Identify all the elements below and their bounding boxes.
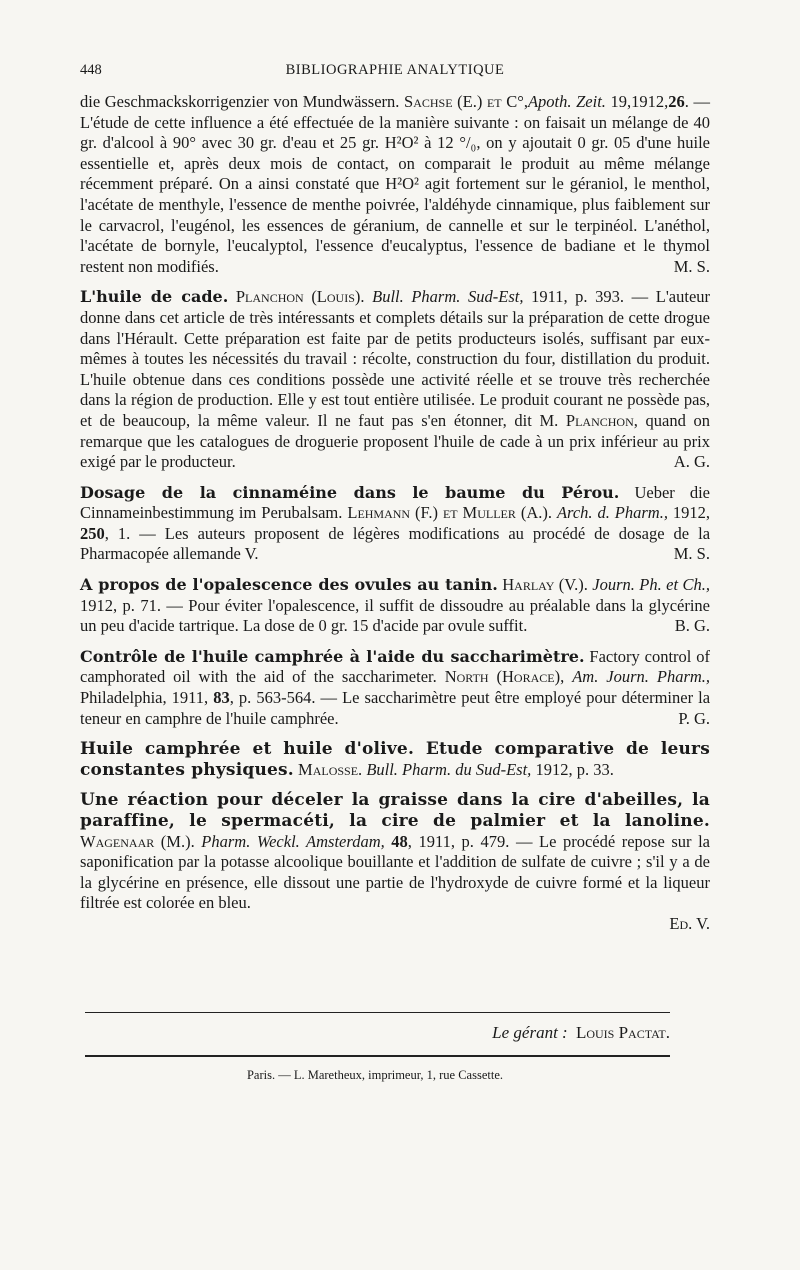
entry-subtitle: Factory control of camphorated oil with the aid of the saccharimeter.: [80, 646, 710, 687]
entry-ref: 1912,: [672, 503, 711, 523]
entry-huile-olive: [80, 739, 710, 780]
entry-signature-line: [80, 914, 710, 935]
entry-signature: M. S.: [673, 256, 710, 276]
entry-cinnameine: [80, 483, 710, 565]
divider-rule: [85, 1012, 670, 1013]
entry-title: Une réaction pour déceler la graisse dans la cire d'abeilles, la paraffine, le spermacéti, la cire de palmier et la lanoline.: [80, 790, 710, 831]
entry-ref: 19,1912,: [610, 92, 669, 111]
entry-author-mention: Planchon,: [565, 410, 638, 430]
entry-cire-abeilles: [80, 790, 710, 914]
entry-journal: Bull. Pharm. du Sud-Est,: [366, 759, 532, 779]
gerant-name: Louis Pactat.: [575, 1023, 670, 1042]
entry-ref-end: , p. 563-564.: [229, 688, 316, 708]
entry-text: die Geschmackskorrigenzier von Mundwässern.: [80, 92, 400, 111]
entry-signature: B. G.: [674, 616, 710, 636]
printer-imprint: Paris. — L. Maretheux, imprimeur, 1, rue Cassette.: [246, 1068, 504, 1082]
entry-title: A propos de l'opalescence des ovules au tanin.: [80, 575, 498, 595]
entry-signature: P. G.: [678, 708, 710, 728]
entry-journal: Arch. d. Pharm.,: [556, 503, 668, 523]
entry-signature: Ed. V.: [669, 913, 710, 933]
entry-volume: 83: [213, 688, 230, 708]
entry-journal: Pharm. Weckl. Amsterdam,: [201, 831, 385, 851]
body-text: [80, 92, 710, 935]
entry-ref: Philadelphia, 1911,: [80, 688, 209, 708]
running-title: BIBLIOGRAPHIE ANALYTIQUE: [285, 62, 505, 78]
entry-body: — L'auteur donne dans cet article de très intéressants et complets détails sur la préparation de cette drogue dans l'Hérault. Cette préparation est faite par de petits producteurs isolés, suffisant par eux-mêmes à toutes les nécessités du travail : récolte, construction du four, distillation du produit. L'huile obtenue dans ces conditions possède une activité réelle et se trouve très recherchée dans la région de production. Elle y est tout entière utilisée. Le produit courant ne possède pas, et de beaucoup, la même valeur. Il ne faut pas s'en étonner, dit M.: [80, 287, 711, 430]
entry-journal: Bull. Pharm. Sud-Est,: [372, 287, 524, 307]
entry-huile-de-cade: [80, 287, 710, 472]
entry-volume: 48: [391, 831, 408, 851]
entry-author: Malosse.: [298, 759, 363, 779]
entry-subtitle: Ueber die Cinnameinbestimmung im Perubalsam.: [80, 482, 710, 523]
entry-title: Dosage de la cinnaméine dans le baume du Pérou.: [80, 482, 620, 502]
entry-author: Lehmann (F.) et Muller (A.).: [347, 503, 552, 523]
entry-body: — Les auteurs proposent de légères modifications au procédé de dosage de la Pharmacopée allemande V.: [80, 523, 711, 564]
entry-signature: M. S.: [673, 544, 710, 564]
entry-journal: Journ. Ph. et Ch.,: [592, 575, 710, 595]
entry-body: — Le procédé repose sur la saponification par la potasse alcoolique bouillante et l'addition de sulfate de cuivre ; s'il y a de la glycérine en présence, elle dissout une partie de l'hydroxyde de cuivre formé et la liqueur filtrée est colorée en bleu.: [80, 831, 710, 913]
entry-huile-camphree: [80, 647, 710, 729]
entry-volume: 250: [80, 523, 105, 543]
gerant-label: Le gérant :: [492, 1023, 568, 1042]
entry-volume: 26: [668, 92, 685, 111]
running-head: [80, 62, 710, 82]
entry-author: Sachse (E.) et C°,: [404, 92, 528, 111]
entry-ref: 1912, p. 71.: [80, 595, 161, 615]
entry-body: — Le saccharimètre peut être employé pour déterminer la teneur en camphre de l'huile camphrée.: [80, 688, 711, 728]
gerant-line: [80, 1023, 670, 1043]
entry-body: — Pour éviter l'opalescence, il suffit de dissoudre au préalable dans la glycérine un peu d'acide tartrique. La dose de 0 gr. 15 d'acide par ovule suffit.: [80, 595, 711, 636]
entry-journal: Am. Journ. Pharm.,: [572, 667, 711, 687]
footer-rule: [85, 1055, 670, 1057]
entry-title: Contrôle de l'huile camphrée à l'aide du saccharimètre.: [80, 646, 585, 666]
entry-ref-end: , 1911, p. 479.: [407, 831, 510, 851]
entry-continuation: [80, 92, 710, 277]
entry-author: Planchon (Louis).: [235, 287, 365, 307]
entry-title: Huile camphrée et huile d'olive. Etude comparative de leurs constantes physiques.: [80, 739, 710, 780]
entry-body-end: quand on remarque que les catalogues de droguerie proposent l'huile de cade à un prix inférieur au prix exigé par le producteur.: [80, 410, 711, 472]
entry-title: L'huile de cade.: [80, 287, 229, 307]
entry-journal: Apoth. Zeit.: [527, 92, 606, 111]
entry-opalescence: [80, 575, 710, 637]
entry-ref: 1911, p. 393.: [531, 287, 625, 307]
entry-author: Wagenaar (M.).: [80, 831, 195, 851]
page-number: 448: [80, 62, 102, 78]
entry-author: North (Horace),: [444, 667, 565, 687]
entry-body: . — L'étude de cette influence a été effectuée de la manière suivante : on faisait un mélange de 40 gr. d'alcool à 90° avec 30 gr. d'eau et 25 gr. H²O² à 12 °/₀, on y ajoutait 0 gr. 05 d'une huile essentielle et, après deux mois de contact, on comparait le produit au même mélange récemment préparé. On a ainsi constaté que H²O² agit fortement sur le géraniol, le menthol, l'acétate de menthyle, l'essence de menthe poivrée, l'aldéhyde cinnamique, plus faiblement sur le carvacrol, l'eugénol, les essences de géranium, de cannelle et sur le terpinéol. L'anéthol, l'acétate de bornyle, l'eucalyptol, l'essence d'eucalyptus, l'essence de badiane et le thymol restent non modifiés.: [80, 92, 710, 276]
entry-author: Harlay (V.).: [502, 575, 588, 595]
entry-ref: 1912, p. 33.: [535, 759, 614, 779]
entry-signature: A. G.: [673, 452, 710, 472]
entry-ref-end: , 1.: [104, 523, 131, 543]
